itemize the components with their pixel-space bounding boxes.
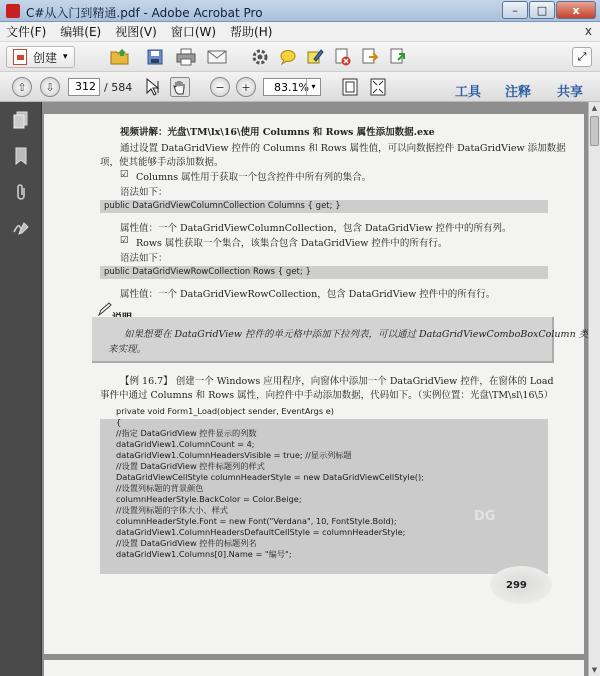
create-pdf-icon bbox=[13, 49, 27, 65]
checkbox-glyph-icon: ☑ bbox=[120, 169, 129, 180]
navigation-pane bbox=[0, 102, 42, 676]
window-title: C#从入门到精通.pdf - Adobe Acrobat Pro bbox=[26, 6, 263, 20]
select-cursor-icon[interactable] bbox=[143, 77, 163, 97]
menu-file[interactable]: 文件(F) bbox=[6, 25, 47, 39]
note-box bbox=[92, 317, 554, 363]
code-snippet bbox=[100, 200, 548, 213]
minimize-button[interactable]: – bbox=[502, 1, 528, 19]
chevron-down-icon: ▾ bbox=[306, 79, 320, 95]
next-pdf-page bbox=[44, 660, 584, 676]
window-controls bbox=[501, 1, 596, 19]
paragraph-line: 通过设置 DataGridView 控件的 Columns 和 Rows 属性值，可以向数据控件 DataGridView 添加数据 bbox=[120, 143, 566, 154]
document-viewport[interactable] bbox=[42, 102, 588, 676]
maximize-button[interactable]: □ bbox=[529, 1, 555, 19]
checkbox-glyph-icon: ☑ bbox=[120, 235, 129, 246]
zoom-in-button[interactable]: + bbox=[236, 77, 256, 97]
code-columns: public DataGridViewColumnCollection Columns { get; } bbox=[104, 201, 341, 211]
code-line: //设置 DataGridView 控件标题列的样式 bbox=[116, 461, 265, 471]
menu-bar bbox=[0, 22, 600, 42]
export-pages-icon[interactable] bbox=[388, 47, 408, 67]
property-value: 属性值：一个 DataGridViewRowCollection，包含 DataGridView 控件中的所有行。 bbox=[120, 289, 496, 300]
page-total: / 584 bbox=[104, 81, 133, 94]
attachments-icon[interactable] bbox=[11, 182, 31, 202]
note-text: 来实现。 bbox=[108, 344, 147, 355]
code-line: //指定 DataGridView 控件显示的列数 bbox=[116, 428, 257, 438]
signatures-icon[interactable] bbox=[11, 218, 31, 238]
code-line: dataGridView1.Columns[0].Name = "编号"; bbox=[116, 549, 292, 559]
menu-help[interactable]: 帮助(H) bbox=[230, 25, 273, 39]
bookmarks-icon[interactable] bbox=[11, 146, 31, 166]
code-line: { bbox=[116, 417, 122, 427]
save-icon[interactable] bbox=[145, 47, 165, 67]
code-line: dataGridView1.ColumnHeadersDefaultCellStyle = columnHeaderStyle; bbox=[116, 527, 406, 537]
tools-panel-button[interactable]: 工具 bbox=[455, 85, 482, 100]
document-close-button[interactable]: x bbox=[584, 24, 592, 38]
open-folder-icon[interactable] bbox=[110, 47, 130, 67]
hand-tool-icon[interactable] bbox=[170, 77, 190, 97]
columns-description: Columns 属性用于获取一个包含控件中所有列的集合。 bbox=[136, 172, 372, 183]
code-line: dataGridView1.ColumnHeadersVisible = true; //显示列标题 bbox=[116, 450, 352, 460]
close-button[interactable]: x bbox=[556, 1, 596, 19]
example-text: 【例 16.7】 创建一个 Windows 应用程序，向窗体中添加一个 DataGridView 控件，在窗体的 Load bbox=[120, 376, 554, 387]
share-panel-button[interactable]: 共享 bbox=[557, 85, 584, 100]
comment-bubble-icon[interactable] bbox=[278, 47, 298, 67]
expand-window-icon[interactable]: ⤢ bbox=[572, 47, 592, 67]
next-page-button[interactable]: ⇩ bbox=[40, 77, 60, 97]
create-button[interactable] bbox=[6, 46, 75, 68]
video-heading: 视频讲解：光盘\TM\lx\16\使用 Columns 和 Rows 属性添加数据.exe bbox=[120, 127, 435, 138]
syntax-label: 语法如下： bbox=[120, 187, 168, 198]
property-value: 属性值：一个 DataGridViewColumnCollection，包含 DataGridView 控件中的所有列。 bbox=[120, 223, 512, 234]
create-button-label: 创建 bbox=[33, 50, 58, 65]
scroll-down-icon[interactable]: ▼ bbox=[591, 666, 598, 674]
code-rows: public DataGridViewRowCollection Rows { get; } bbox=[104, 267, 311, 277]
note-text: 如果想要在 DataGridView 控件的单元格中添加下拉列表，可以通过 DataGridViewComboBoxColumn 类 bbox=[124, 329, 588, 340]
paragraph-line: 项，使其能够手动添加数据。 bbox=[100, 157, 224, 168]
page-number: 299 bbox=[506, 580, 527, 591]
pencil-icon bbox=[98, 302, 112, 316]
code-line: private void Form1_Load(object sender, EventArgs e) bbox=[116, 406, 334, 416]
vertical-scrollbar[interactable] bbox=[588, 102, 600, 676]
code-line: columnHeaderStyle.Font = new Font("Verdana", 10, FontStyle.Bold); bbox=[116, 516, 397, 526]
comment-panel-button[interactable]: 注释 bbox=[505, 85, 532, 100]
email-icon[interactable] bbox=[207, 47, 227, 67]
scroll-up-icon[interactable]: ▲ bbox=[591, 104, 598, 112]
previous-page-button[interactable]: ⇧ bbox=[12, 77, 32, 97]
navigation-toolbar bbox=[0, 72, 600, 102]
insert-pages-icon[interactable] bbox=[360, 47, 380, 67]
syntax-label: 语法如下： bbox=[120, 253, 168, 264]
title-bar bbox=[0, 0, 600, 22]
scrollbar-thumb[interactable] bbox=[590, 116, 599, 146]
delete-pages-icon[interactable] bbox=[333, 47, 353, 67]
menu-edit[interactable]: 编辑(E) bbox=[60, 25, 102, 39]
highlight-pen-icon[interactable] bbox=[305, 47, 325, 67]
full-screen-icon[interactable] bbox=[368, 77, 388, 97]
main-toolbar bbox=[0, 42, 600, 72]
chevron-down-icon: ▾ bbox=[63, 52, 68, 62]
code-line: dataGridView1.ColumnCount = 4; bbox=[116, 439, 255, 449]
menu-window[interactable]: 窗口(W) bbox=[170, 25, 217, 39]
print-icon[interactable] bbox=[176, 47, 196, 67]
page-number-input[interactable]: 312 bbox=[68, 78, 100, 96]
code-line: //设置列标题的背景颜色 bbox=[116, 483, 204, 493]
example-text: 事件中通过 Columns 和 Rows 属性，向控件中手动添加数据，代码如下。（实例位置：光盘\TM\sl\16\5） bbox=[100, 390, 554, 401]
page-thumbnails-icon[interactable] bbox=[11, 110, 31, 130]
code-line: DataGridViewCellStyle columnHeaderStyle = new DataGridViewCellStyle(); bbox=[116, 472, 424, 482]
rows-description: Rows 属性获取一个集合，该集合包含 DataGridView 控件中的所有行。 bbox=[136, 238, 448, 249]
code-line: //设置 DataGridView 控件的标题列名 bbox=[116, 538, 257, 548]
zoom-value: 83.1% bbox=[274, 81, 309, 94]
menu-view[interactable]: 视图(V) bbox=[115, 25, 157, 39]
gear-icon[interactable] bbox=[250, 47, 270, 67]
code-line: //设置列标题的字体大小、样式 bbox=[116, 505, 228, 515]
acrobat-app-icon bbox=[6, 4, 20, 18]
code-snippet bbox=[100, 266, 548, 279]
watermark: DG bbox=[474, 509, 496, 524]
pdf-page bbox=[44, 114, 588, 654]
fit-page-icon[interactable] bbox=[340, 77, 360, 97]
code-line: columnHeaderStyle.BackColor = Color.Beige; bbox=[116, 494, 302, 504]
zoom-out-button[interactable]: − bbox=[210, 77, 230, 97]
zoom-level-select[interactable] bbox=[263, 78, 321, 96]
